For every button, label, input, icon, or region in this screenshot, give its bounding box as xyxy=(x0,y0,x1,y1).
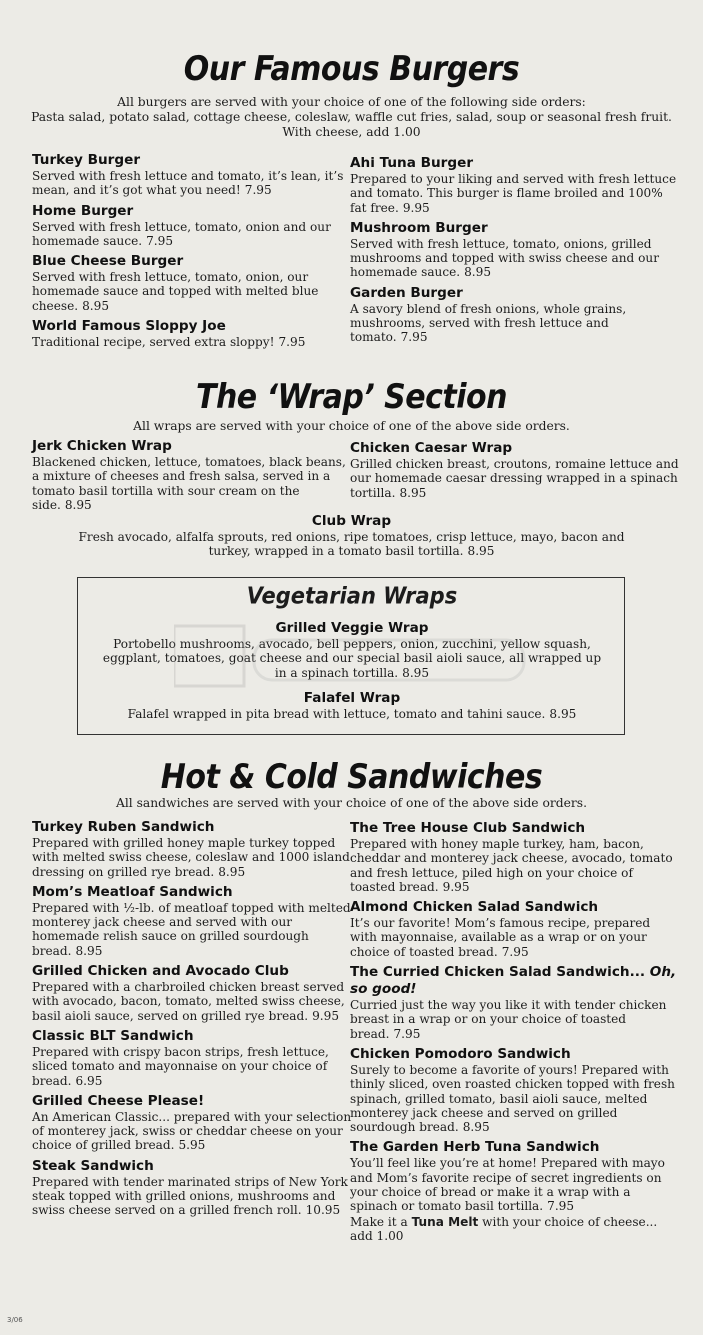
item-name: Jerk Chicken Wrap xyxy=(32,438,172,454)
item-name: Chicken Pomodoro Sandwich xyxy=(350,1045,571,1062)
burgers-note-line-2: Pasta salad, potato salad, cottage cheese, coleslaw, waffle cut fries, salad, soup or seasonal fresh fruit. xyxy=(31,110,672,124)
wraps-left-column xyxy=(32,438,352,517)
item-name: Turkey Ruben Sandwich xyxy=(32,819,215,835)
item-description: Prepared with ½-lb. of meatloaf topped with melted monterey jack cheese and served with our homemade relish sauce on grilled sourdough bread. 8.95 xyxy=(32,900,351,958)
menu-item xyxy=(350,964,680,1041)
item-name: Club Wrap xyxy=(311,513,392,529)
menu-item xyxy=(350,285,680,345)
wraps-right-column xyxy=(350,440,680,505)
wraps-title: The ‘Wrap’ Section xyxy=(195,377,508,418)
item-price: 7.95 xyxy=(278,335,306,350)
burgers-title: Our Famous Burgers xyxy=(183,49,520,90)
item-price: 8.95 xyxy=(549,707,577,721)
item-name: Classic BLT Sandwich xyxy=(32,1027,194,1044)
vegetarian-wraps-box xyxy=(77,577,625,735)
menu-item xyxy=(350,440,680,500)
item-description: An American Classic... prepared with your selection of monterey jack, swiss or cheddar cheese on your choice of grilled bread. 5.95 xyxy=(32,1109,352,1153)
sandwiches-right-column xyxy=(350,820,680,1248)
item-name: Ahi Tuna Burger xyxy=(350,155,474,171)
menu-item xyxy=(350,1139,680,1243)
menu-item xyxy=(32,203,352,249)
item-price: 8.95 xyxy=(82,298,110,313)
item-price: 7.95 xyxy=(501,944,529,959)
item-description: Prepared with honey maple turkey, ham, bacon, cheddar and monterey jack cheese, avocado, tomato and fresh lettuce, piled high on your choice of toasted bread. 9.95 xyxy=(350,837,673,894)
item-name: Grilled Veggie Wrap xyxy=(275,620,429,636)
item-price: 10.95 xyxy=(305,1203,341,1218)
burgers-note-line-1: All burgers are served with your choice of one of the following side orders: xyxy=(117,95,586,109)
item-price: 6.95 xyxy=(75,1073,103,1088)
item-description: A savory blend of fresh onions, whole grains, mushrooms, served with fresh lettuce and tomato. 7.95 xyxy=(350,301,627,345)
item-name: The Garden Herb Tuna Sandwich xyxy=(350,1139,600,1156)
menu-item xyxy=(32,318,352,349)
item-description: Grilled chicken breast, croutons, romaine lettuce and our homemade caesar dressing wrapped in a spinach tortilla. 8.95 xyxy=(350,457,679,500)
sandwiches-left-column xyxy=(32,819,352,1223)
item-description: Portobello mushrooms, avocado, bell peppers, onion, zucchini, yellow squash, eggplant, tomatoes, goat cheese and our special basil aioli sauce, all wrapped up in a spinach tortilla. 8.95 xyxy=(102,637,602,680)
item-description: Prepared with crispy bacon strips, fresh lettuce, sliced tomato and mayonnaise on your choice of bread. 6.95 xyxy=(32,1044,329,1088)
menu-item xyxy=(350,155,680,215)
item-price: 8.95 xyxy=(462,1120,490,1135)
item-price: 8.95 xyxy=(399,485,427,500)
item-price: 7.95 xyxy=(547,1199,575,1214)
menu-item xyxy=(32,1093,352,1153)
item-description: Served with fresh lettuce, tomato, onion and our homemade sauce. 7.95 xyxy=(32,219,331,248)
menu-item xyxy=(350,220,680,280)
menu-item xyxy=(32,438,352,512)
item-price: 7.95 xyxy=(244,183,272,198)
item-description: Prepared with tender marinated strips of New York steak topped with grilled onions, mushrooms and swiss cheese served on a grilled french roll. 10.95 xyxy=(32,1174,348,1218)
item-name: Blue Cheese Burger xyxy=(32,253,184,270)
club-wrap-item xyxy=(60,513,643,559)
item-description: Prepared with grilled honey maple turkey topped with melted swiss cheese, coleslaw and 1000 island dressing on grilled rye bread. 8.95 xyxy=(32,836,350,879)
item-name: Falafel Wrap xyxy=(303,690,401,706)
item-name: Home Burger xyxy=(32,202,134,219)
item-description: Surely to become a favorite of yours! Prepared with thinly sliced, oven roasted chicken topped with fresh spinach, grilled tomato, basil aioli sauce, melted monterey jack cheese and served on grilled sourdough bread. 8.95 xyxy=(350,1062,675,1135)
item-name: Mushroom Burger xyxy=(350,219,488,236)
item-price: 9.95 xyxy=(312,1008,340,1023)
item-description: You’ll feel like you’re at home! Prepared with mayo and Mom’s favorite recipe of secret ingredients on your choice of bread or make it a wrap with a spinach or tomato basil tortilla. 7.95 xyxy=(350,1156,665,1214)
item-name: World Famous Sloppy Joe xyxy=(32,318,226,335)
item-description: Falafel wrapped in pita bread with lettuce, tomato and tahini sauce. 8.95 xyxy=(127,707,577,721)
item-price: 8.95 xyxy=(402,665,430,680)
item-name: Steak Sandwich xyxy=(32,1157,154,1174)
sandwiches-note: All sandwiches are served with your choice of one of the above side orders. xyxy=(115,796,588,810)
vegetarian-title: Vegetarian Wraps xyxy=(246,583,458,609)
item-description: Served with fresh lettuce, tomato, onions, grilled mushrooms and topped with swiss cheese and our homemade sauce. 8.95 xyxy=(350,236,659,280)
item-price: 7.95 xyxy=(400,330,428,345)
burgers-left-column xyxy=(32,152,352,354)
item-name: The Curried Chicken Salad Sandwich... Oh, so good! xyxy=(350,964,677,998)
item-name: The Tree House Club Sandwich xyxy=(350,820,586,836)
tuna-melt-note: Make it a Tuna Melt with your choice of cheese... add 1.00 xyxy=(350,1214,658,1243)
item-price: 8.95 xyxy=(64,497,92,512)
wraps-note: All wraps are served with your choice of one of the above side orders. xyxy=(133,419,570,433)
sandwiches-title: Hot & Cold Sandwiches xyxy=(160,757,543,798)
item-name: Mom’s Meatloaf Sandwich xyxy=(32,883,233,900)
item-name: Chicken Caesar Wrap xyxy=(350,440,513,456)
item-price: 9.95 xyxy=(402,200,430,215)
item-description: Fresh avocado, alfalfa sprouts, red onions, ripe tomatoes, crisp lettuce, mayo, bacon and turkey, wrapped in a tomato basil tortilla. 8.95 xyxy=(78,530,625,559)
burgers-note xyxy=(0,95,703,140)
item-price: 8.95 xyxy=(75,943,103,958)
menu-item xyxy=(88,620,616,680)
item-name-tag: Oh, so good! xyxy=(350,964,677,998)
item-price: 8.95 xyxy=(464,265,492,280)
item-description: Prepared with a charbroiled chicken breast served with avocado, bacon, tomato, melted swiss cheese, basil aioli sauce, served on grilled rye bread. 9.95 xyxy=(32,980,345,1023)
menu-item xyxy=(350,899,680,959)
page-code: 3/06 xyxy=(7,1316,23,1324)
item-description: Served with fresh lettuce, tomato, onion, our homemade sauce and topped with melted blue cheese. 8.95 xyxy=(32,270,319,313)
item-name: Grilled Cheese Please! xyxy=(32,1092,205,1109)
menu-item xyxy=(32,152,352,198)
item-price: 8.95 xyxy=(467,544,495,559)
menu-item xyxy=(32,1158,352,1218)
item-description: Served with fresh lettuce and tomato, it’s lean, it’s mean, and it’s got what you need! 7.95 xyxy=(32,169,344,198)
menu-item xyxy=(32,963,352,1023)
menu-item xyxy=(32,884,352,958)
menu-item xyxy=(350,1046,680,1134)
menu-item xyxy=(32,819,352,879)
menu-item xyxy=(350,820,680,894)
item-price: 7.95 xyxy=(146,233,174,248)
menu-item xyxy=(32,1028,352,1088)
item-price: 8.95 xyxy=(218,864,246,879)
item-description: Traditional recipe, served extra sloppy! 7.95 xyxy=(32,335,306,350)
item-name: Turkey Burger xyxy=(32,152,141,168)
item-description: Curried just the way you like it with tender chicken breast in a wrap or on your choice of toasted bread. 7.95 xyxy=(350,998,667,1041)
item-description: It’s our favorite! Mom’s famous recipe, prepared with mayonnaise, available as a wrap or on your choice of toasted bread. 7.95 xyxy=(350,916,651,959)
menu-item xyxy=(32,253,352,313)
item-name: Almond Chicken Salad Sandwich xyxy=(350,899,599,916)
burgers-note-line-3: With cheese, add 1.00 xyxy=(282,125,421,139)
item-name: Garden Burger xyxy=(350,284,463,301)
burgers-right-column xyxy=(350,155,680,350)
item-name: Grilled Chicken and Avocado Club xyxy=(32,963,289,980)
menu-item xyxy=(88,690,616,721)
item-description: Blackened chicken, lettuce, tomatoes, black beans, a mixture of cheeses and fresh salsa, served in a tomato basil tortilla with sour cream on the side. 8.95 xyxy=(32,455,346,512)
item-price: 7.95 xyxy=(393,1026,421,1041)
item-description: Prepared to your liking and served with fresh lettuce and tomato. This burger is flame broiled and 100% fat free. 9.95 xyxy=(350,172,677,215)
item-price: 9.95 xyxy=(442,879,470,894)
item-price: 5.95 xyxy=(178,1138,206,1153)
